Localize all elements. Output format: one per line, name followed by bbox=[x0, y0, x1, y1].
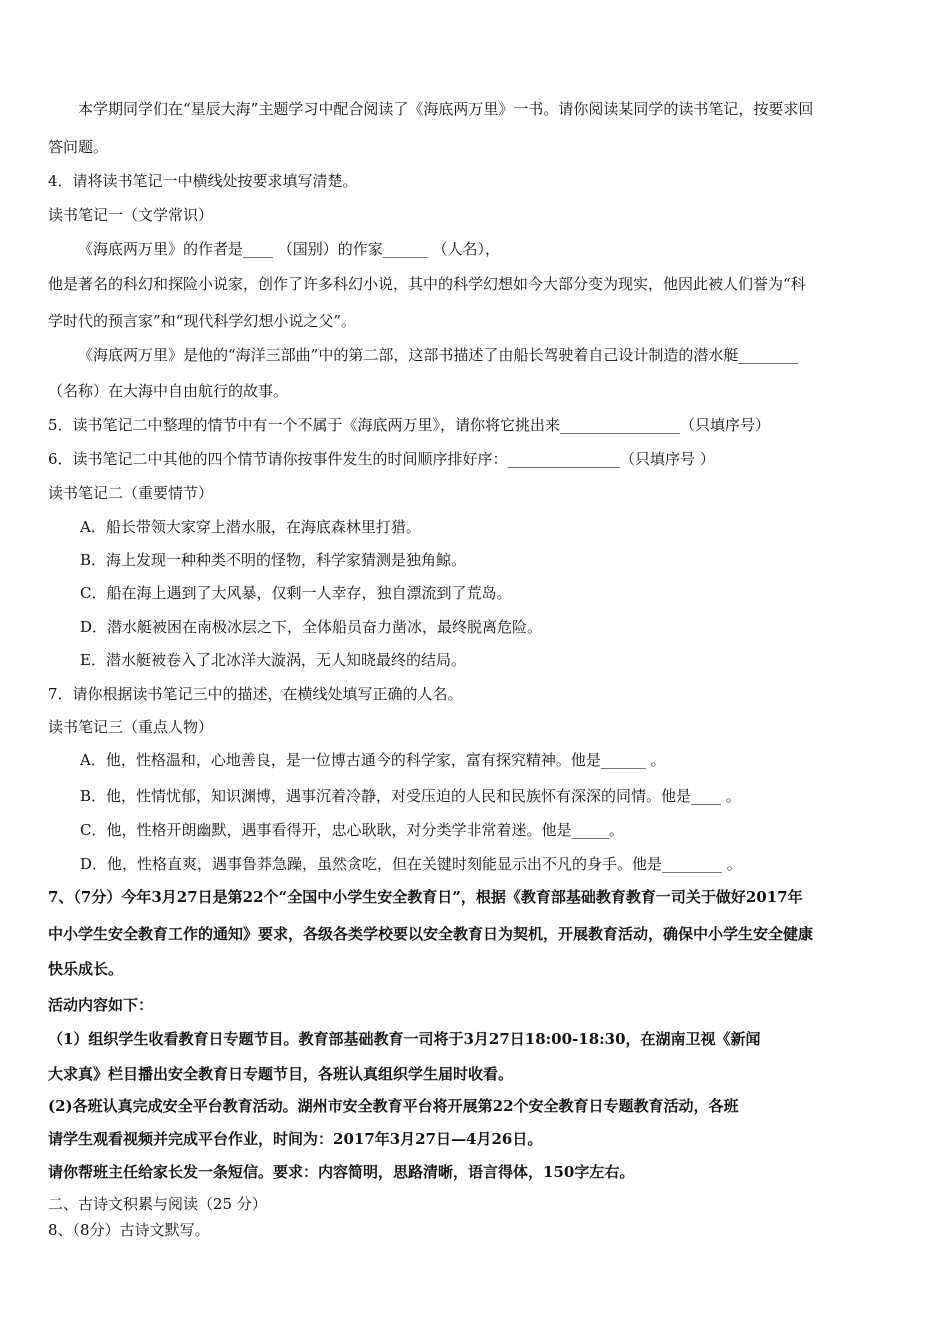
note-1-line-2: 他是著名的科幻和探险小说家，创作了许多科幻小说，其中的科学幻想如今大部分变为现实，他因此被人们誉为“科 bbox=[48, 275, 806, 293]
question-7: 7．请你根据读书笔记三中的描述，在横线处填写正确的人名。 bbox=[48, 685, 463, 703]
character-c: C．他，性格开朗幽默，遇事看得开，忠心耿耿，对分类学非常着迷。他是_____。 bbox=[80, 821, 624, 839]
intro-line-2: 答问题。 bbox=[48, 138, 109, 156]
character-d: D．他，性格直爽，遇事鲁莽急躁，虽然贪吃，但在关键时刻能显示出不凡的身手。他是________ 。 bbox=[80, 855, 742, 873]
plot-option-b: B．海上发现一种种类不明的怪物，科学家猜测是独角鲸。 bbox=[80, 551, 467, 569]
note-3-heading: 读书笔记三（重点人物） bbox=[48, 718, 214, 736]
character-b: B．他，性情忧郁，知识渊博，遇事沉着冷静，对受压迫的人民和民族怀有深深的同情。他是____ 。 bbox=[80, 787, 741, 805]
plot-option-a: A．船长带领大家穿上潜水服，在海底森林里打猎。 bbox=[80, 518, 421, 536]
note-1-line-3: 学时代的预言家”和“现代科学幻想小说之父”。 bbox=[48, 312, 357, 330]
question-5: 5．读书笔记二中整理的情节中有一个不属于《海底两万里》，请你将它挑出来________________（只填序号） bbox=[48, 416, 771, 434]
plot-option-d: D．潜水艇被困在南极冰层之下，全体船员奋力凿冰，最终脱离危险。 bbox=[80, 618, 543, 636]
activity-2-line-2: 请学生观看视频并完成平台作业，时间为：2017年3月27日—4月26日。 bbox=[48, 1130, 543, 1148]
note-1-line-4: 《海底两万里》是他的“海洋三部曲”中的第二部，这部书描述了由船长驾驶着自己设计制造的潜水艇________ bbox=[78, 346, 799, 364]
activity-1-line-2: 大求真》栏目播出安全教育日专题节目，各班认真组织学生届时收看。 bbox=[48, 1065, 514, 1083]
plot-option-e: E．潜水艇被卷入了北冰洋大漩涡，无人知晓最终的结局。 bbox=[80, 651, 466, 669]
question-8: 8、（8分）古诗文默写。 bbox=[48, 1221, 210, 1239]
note-1-heading: 读书笔记一（文学常识） bbox=[48, 206, 214, 224]
question-4: 4．请将读书笔记一中横线处按要求填写清楚。 bbox=[48, 172, 358, 190]
section-2-heading: 二、古诗文积累与阅读（25 分） bbox=[48, 1195, 267, 1213]
note-2-heading: 读书笔记二（重要情节） bbox=[48, 484, 214, 502]
question-7-safety-line-2: 中小学生安全教育工作的通知》要求，各级各类学校要以安全教育日为契机，开展教育活动，确保中小学生安全健康 bbox=[48, 925, 814, 943]
question-6: 6．读书笔记二中其他的四个情节请你按事件发生的时间顺序排好序：_______________（只填序号 ） bbox=[48, 450, 715, 468]
intro-line-1: 本学期同学们在“星辰大海”主题学习中配合阅读了《海底两万里》一书。请你阅读某同学的读书笔记，按要求回 bbox=[78, 100, 814, 118]
question-7-safety-line-3: 快乐成长。 bbox=[48, 960, 124, 978]
note-1-line-5: （名称）在大海中自由航行的故事。 bbox=[48, 382, 289, 400]
plot-option-c: C．船在海上遇到了大风暴，仅剩一人幸存，独自漂流到了荒岛。 bbox=[80, 584, 512, 602]
note-1-line-1: 《海底两万里》的作者是____ （国别）的作家______ （人名）， bbox=[78, 240, 501, 258]
question-7-safety-line-1: 7、（7分）今年3月27日是第22个“全国中小学生安全教育日”，根据《教育部基础教育教育一司关于做好2017年 bbox=[48, 888, 803, 906]
activity-1-line-1: （1）组织学生收看教育日专题节目。教育部基础教育一司将于3月27日18:00-18:30，在湖南卫视《新闻 bbox=[48, 1030, 761, 1048]
character-a: A．他，性格温和，心地善良，是一位博古通今的科学家，富有探究精神。他是______ 。 bbox=[80, 751, 666, 769]
sms-task: 请你帮班主任给家长发一条短信。要求：内容简明，思路清晰，语言得体，150字左右。 bbox=[48, 1163, 635, 1181]
activity-2-line-1: (2)各班认真完成安全平台教育活动。湖州市安全教育平台将开展第22个安全教育日专题教育活动，各班 bbox=[48, 1097, 739, 1115]
activity-heading: 活动内容如下： bbox=[48, 996, 154, 1014]
